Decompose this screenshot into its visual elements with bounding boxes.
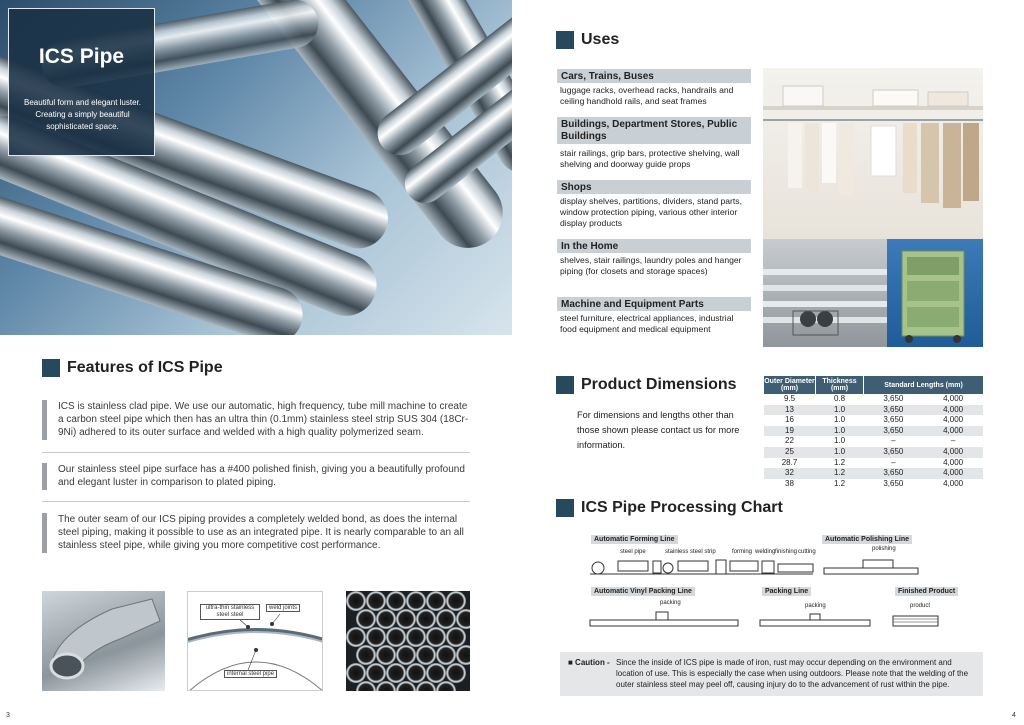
divider [42,452,470,453]
feature-paragraph: Our stainless steel pipe surface has a #400 polished finish, giving you a beautifully profound and elegant luster in comparison to plated piping. [42,463,470,490]
pipe-bundle-photo [346,591,470,691]
forming-line-label: Automatic Forming Line [591,535,678,544]
step-strip: stainless steel strip [665,549,716,555]
cell: 4,000 [943,478,964,488]
table-row [764,405,984,416]
use-category-text: steel furniture, electrical appliances, industrial food equipment and medical equipment [560,313,734,334]
cell: 4,000 [923,468,983,479]
use-category-title: Shops [557,180,751,194]
cell: 1.0 [833,415,846,425]
caution-box [560,652,983,696]
use-category-text: display shelves, partitions, dividers, stand parts, window protection piping, various other interior display products [560,196,742,228]
diagram-label-internal: internal steel pipe [224,670,277,678]
diagram-label-weld: weld joints [266,604,300,612]
feature-paragraph: The outer seam of our ICS piping provides a completely welded bond, as does the internal steel piping, making it possible to use as an integrated pipe. It is nearly comparable to an all stainless steel pipe, while giving you more competitive cost performance. [42,513,470,553]
tagline: Beautiful form and elegant luster. Creating a simply beautiful sophisticated space. [24,98,141,131]
finished-product-label: Finished Product [895,587,958,596]
table-row [764,436,984,447]
cell: 4,000 [923,405,983,416]
packing-line-label: Packing Line [762,587,811,596]
processing-heading: ICS Pipe Processing Chart [556,499,783,517]
step-steel-pipe: steel pipe [620,549,646,555]
polishing-line-label: Automatic Polishing Line [822,535,912,544]
use-category-title: Machine and Equipment Parts [557,297,751,311]
dimensions-table [763,376,983,489]
page-title: ICS Pipe [38,45,125,68]
cell: 4,000 [923,447,983,458]
use-category-text: luggage racks, overhead racks, handrails and ceiling handhold rails, and seat frames [560,85,734,106]
pipe-cutaway-photo [42,591,165,691]
forming-line-diagram [588,556,988,580]
heading-square-icon [556,499,574,517]
use-category-text: stair railings, grip bars, protective shelving, wall shelving and doorway guide props [560,148,740,169]
use-category-title: Buildings, Department Stores, Public Buildings [557,117,751,144]
cell: – [891,436,896,446]
cell: 3,650 [864,426,924,437]
cell: 22 [785,436,794,446]
cell: 1.2 [833,457,846,467]
feature-paragraph: ICS is stainless clad pipe. We use our automatic, high frequency, tube mill machine to create a carbon steel pipe which then has an ultra thin (0.1mm) stainless steel strip SUS 304 (18Cr-9Ni) adhered to its outer surface and welded with a high quality polymerized seam. [42,400,470,440]
cross-section-diagram [187,591,323,691]
table-row [764,426,984,437]
cell: 1.0 [833,436,846,446]
cart-photo [887,239,983,347]
step-forming: forming [732,549,753,555]
table-row [764,394,984,405]
step-packing: packing [660,600,681,606]
cell: 1.0 [816,426,864,437]
table-row [764,458,984,469]
caution-label: ■ Caution - [568,658,610,667]
use-category-text: shelves, stair railings, laundry poles and hanger piping (for closets and storage spaces) [560,255,742,276]
step-polishing: polishing [872,546,896,552]
column-header-lengths: Standard Lengths (mm) [864,376,984,394]
cell: 1.2 [833,478,846,488]
heading-square-icon [42,359,60,377]
cell: 38 [785,478,794,488]
use-category-title: Cars, Trains, Buses [557,69,751,83]
cell: 4,000 [943,394,964,403]
cell: 3,650 [864,468,924,479]
packing-line-diagram [588,606,988,630]
vinyl-line-label: Automatic Vinyl Packing Line [591,587,695,596]
table-row [764,415,984,426]
table-row [764,447,984,458]
cell: 1.0 [816,405,864,416]
cell: 4,000 [923,426,983,437]
page-number-left: 3 [6,712,10,719]
cell: 16 [785,415,794,425]
table-row [764,479,984,490]
step-cutting: cutting [798,549,816,555]
column-header-thickness: Thickness (mm) [816,376,864,394]
uses-heading: Uses [556,31,619,49]
cell: – [950,436,956,446]
cell: 3,650 [883,394,904,403]
cell: 19 [764,426,816,437]
heading-square-icon [556,31,574,49]
use-category-title: In the Home [557,239,751,253]
rack-photo [763,239,887,347]
cell: 13 [764,405,816,416]
title-box [8,8,155,156]
cell: 3,650 [864,447,924,458]
cell: 0.8 [833,394,846,403]
step-packing-2: packing [805,603,826,609]
closet-photo [763,68,983,239]
cell: 3,650 [883,415,904,425]
cell: – [891,457,896,467]
cell: 28.7 [781,457,798,467]
cell: 1.0 [816,447,864,458]
cell: 4,000 [943,457,964,467]
cell: 4,000 [943,415,964,425]
dimensions-heading: Product Dimensions [556,376,737,394]
cell: 1.2 [816,468,864,479]
features-heading: Features of ICS Pipe [42,359,223,377]
caution-text: Since the inside of ICS pipe is made of iron, rust may occur depending on the environment and location of use. This is especially the case when using outdoors. Please note that the welding of the outer stainless steel may peel off, causing injury do to the advancement of rust within the pipe. [616,658,969,689]
cell: 3,650 [883,478,904,488]
column-header-outer-diameter: Outer Diameter (mm) [764,378,815,392]
divider [42,501,470,502]
cell: 25 [764,447,816,458]
cell: 32 [764,468,816,479]
diagram-label-strip: ultra-thin stainless steel steel [200,604,260,620]
step-welding: welding [755,549,776,555]
table-row [764,468,984,479]
cell: 9.5 [783,394,796,403]
step-finishing: finishing [775,549,798,555]
dimensions-note: For dimensions and lengths other than those shown please contact us for more information. [577,410,740,450]
page-number-right: 4 [1012,712,1016,719]
heading-square-icon [556,376,574,394]
cell: 3,650 [864,405,924,416]
step-product: product [910,603,931,609]
